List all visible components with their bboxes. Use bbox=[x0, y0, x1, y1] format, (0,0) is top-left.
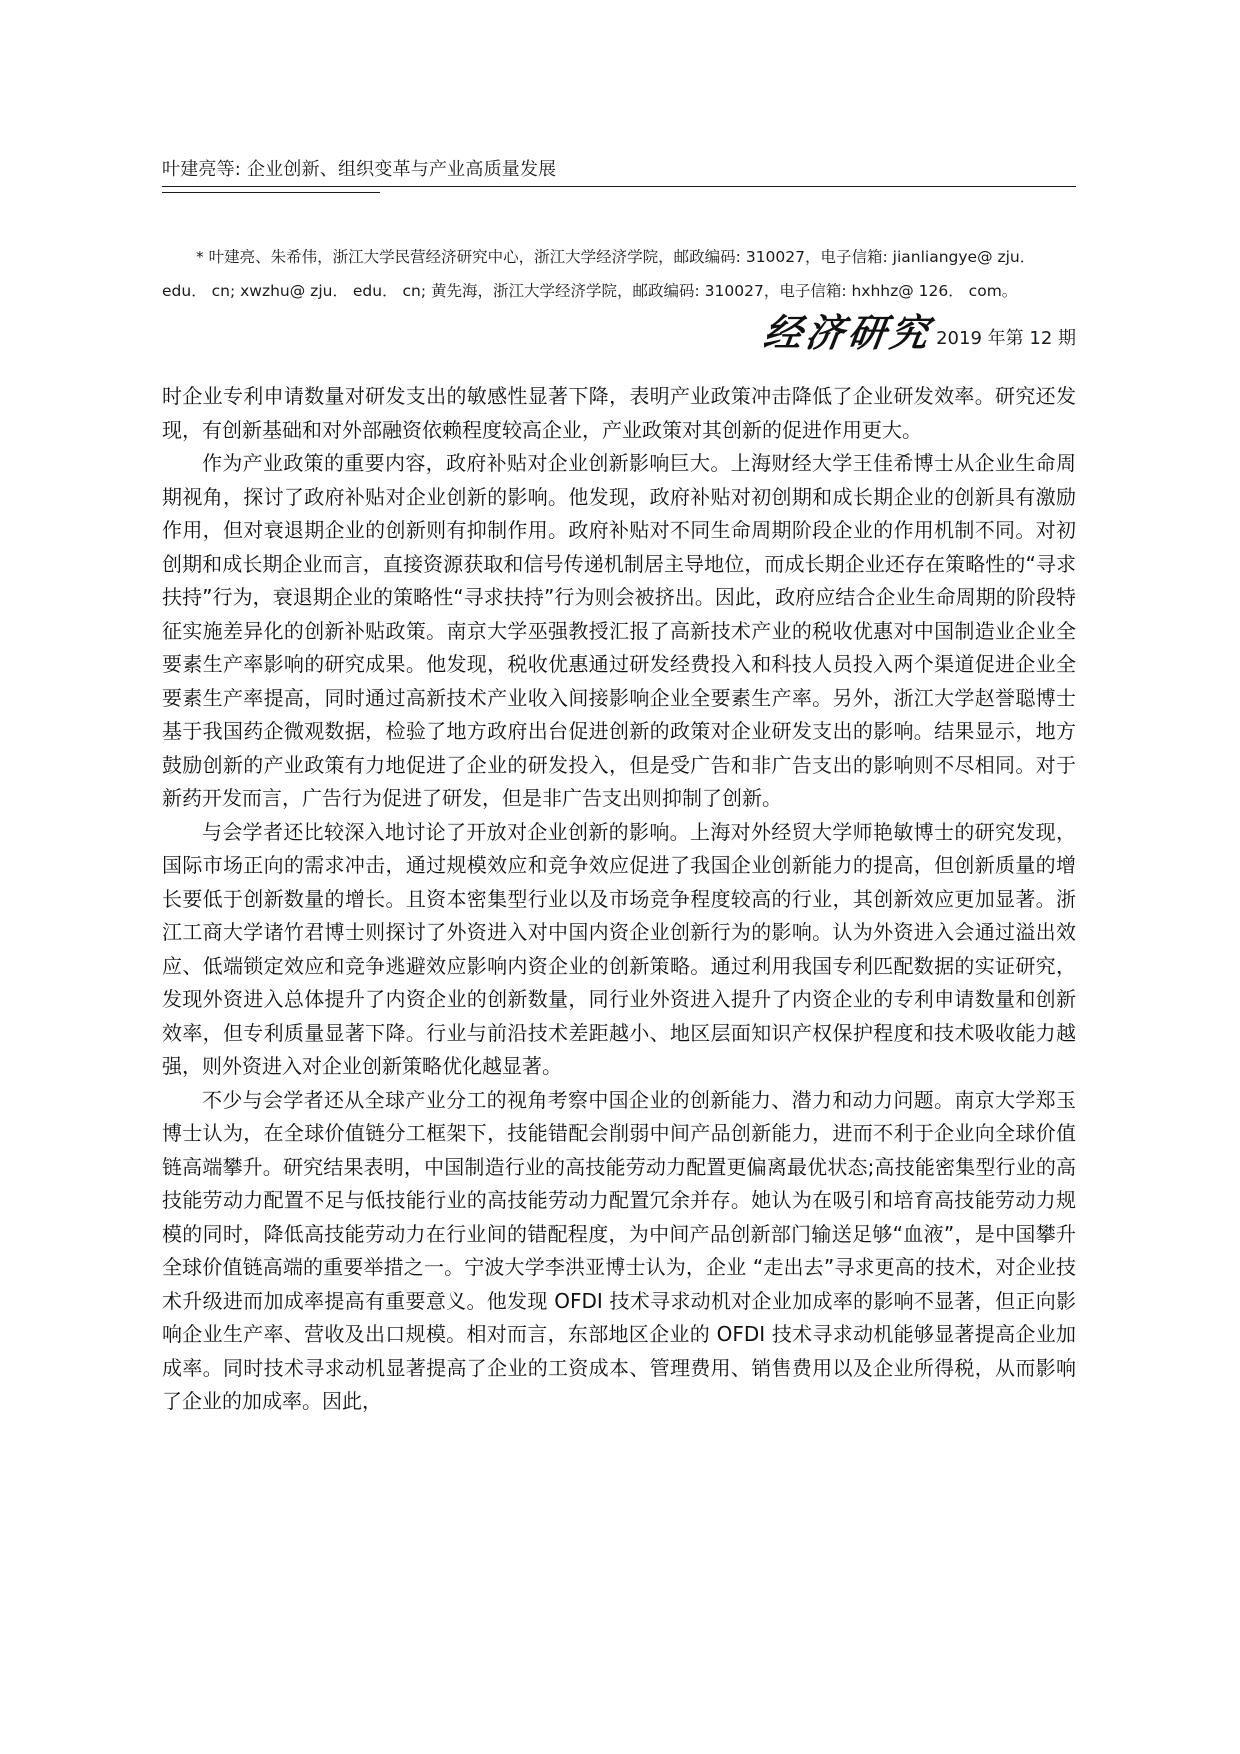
header-rule-long bbox=[162, 186, 1076, 187]
body-paragraph-3: 与会学者还比较深入地讨论了开放对企业创新的影响。上海对外经贸大学师艳敏博士的研究发现，国际市场正向的需求冲击，通过规模效应和竞争效应促进了我国企业创新能力的提高，但创新质量的增长要低于创新数量的增长。且资本密集型行业以及市场竞争程度较高的行业，其创新效应更加显著。浙江工商大学诸竹君博士则探讨了外资进入对中国内资企业创新行为的影响。认为外资进入会通过溢出效应、低端锁定效应和竞争逃避效应影响内资企业的创新策略。通过利用我国专利匹配数据的实证研究，发现外资进入总体提升了内资企业的创新数量，同行业外资进入提升了内资企业的专利申请数量和创新效率，但专利质量显著下降。行业与前沿技术差距越小、地区层面知识产权保护程度和技术吸收能力越强，则外资进入对企业创新策略优化越显著。 bbox=[162, 819, 1076, 1078]
issue-label: 2019 年第 12 期 bbox=[936, 328, 1076, 349]
footnote-line-1: * 叶建亮、朱希伟，浙江大学民营经济研究中心，浙江大学经济学院，邮政编码: 310027，电子信箱: jianliangye@ zju． bbox=[196, 248, 1036, 266]
author-footnote bbox=[162, 240, 1076, 308]
header-rule-short bbox=[162, 192, 380, 193]
running-header bbox=[162, 158, 1076, 182]
journal-issue-line bbox=[761, 310, 1076, 355]
running-title: 叶建亮等: 企业创新、组织变革与产业高质量发展 bbox=[162, 159, 557, 180]
body-paragraph-1: 时企业专利申请数量对研发支出的敏感性显著下降，表明产业政策冲击降低了企业研发效率。研究还发现，有创新基础和对外部融资依赖程度较高企业，产业政策对其创新的促进作用更大。 bbox=[162, 384, 1076, 442]
body-paragraph-4: 不少与会学者还从全球产业分工的视角考察中国企业的创新能力、潜力和动力问题。南京大学郑玉博士认为，在全球价值链分工框架下，技能错配会削弱中间产品创新能力，进而不利于企业向全球价值链高端攀升。研究结果表明，中国制造行业的高技能劳动力配置更偏离最优状态;高技能密集型行业的高技能劳动力配置不足与低技能行业的高技能劳动力配置冗余并存。她认为在吸引和培育高技能劳动力规模的同时，降低高技能劳动力在行业间的错配程度，为中间产品创新部门输送足够“血液”，是中国攀升全球价值链高端的重要举措之一。宁波大学李洪亚博士认为，企业 “走出去”寻求更高的技术，对企业技术升级进而加成率提高有重要意义。他发现 OFDI 技术寻求动机对企业加成率的影响不显著，但正向影响企业生产率、营收及出口规模。相对而言，东部地区企业的 OFDI 技术寻求动机能够显著提高企业加成率。同时技术寻求动机显著提高了企业的工资成本、管理费用、销售费用以及企业所得税，从而影响了企业的加成率。因此， bbox=[162, 1087, 1076, 1413]
body-text bbox=[162, 380, 1076, 1419]
journal-logo: 经济研究 bbox=[761, 310, 936, 355]
body-paragraph-2: 作为产业政策的重要内容，政府补贴对企业创新影响巨大。上海财经大学王佳希博士从企业生命周期视角，探讨了政府补贴对企业创新的影响。他发现，政府补贴对初创期和成长期企业的创新具有激励作用，但对衰退期企业的创新则有抑制作用。政府补贴对不同生命周期阶段企业的作用机制不同。对初创期和成长期企业而言，直接资源获取和信号传递机制居主导地位，而成长期企业还存在策略性的“寻求扶持”行为，衰退期企业的策略性“寻求扶持”行为则会被挤出。因此，政府应结合企业生命周期的阶段特征实施差异化的创新补贴政策。南京大学巫强教授汇报了高新技术产业的税收优惠对中国制造业企业全要素生产率影响的研究成果。他发现，税收优惠通过研发经费投入和科技人员投入两个渠道促进企业全要素生产率提高，同时通过高新技术产业收入间接影响企业全要素生产率。另外，浙江大学赵誉聪博士基于我国药企微观数据，检验了地方政府出台促进创新的政策对企业研发支出的影响。结果显示，地方鼓励创新的产业政策有力地促进了企业的研发投入，但是受广告和非广告支出的影响则不尽相同。对于新药开发而言，广告行为促进了研发，但是非广告支出则抑制了创新。 bbox=[162, 451, 1076, 810]
footnote-line-2: edu． cn; xwzhu@ zju． edu． cn; 黄先海，浙江大学经济学院，邮政编码: 310027，电子信箱: hxhhz@ 126． com。 bbox=[162, 282, 1018, 300]
